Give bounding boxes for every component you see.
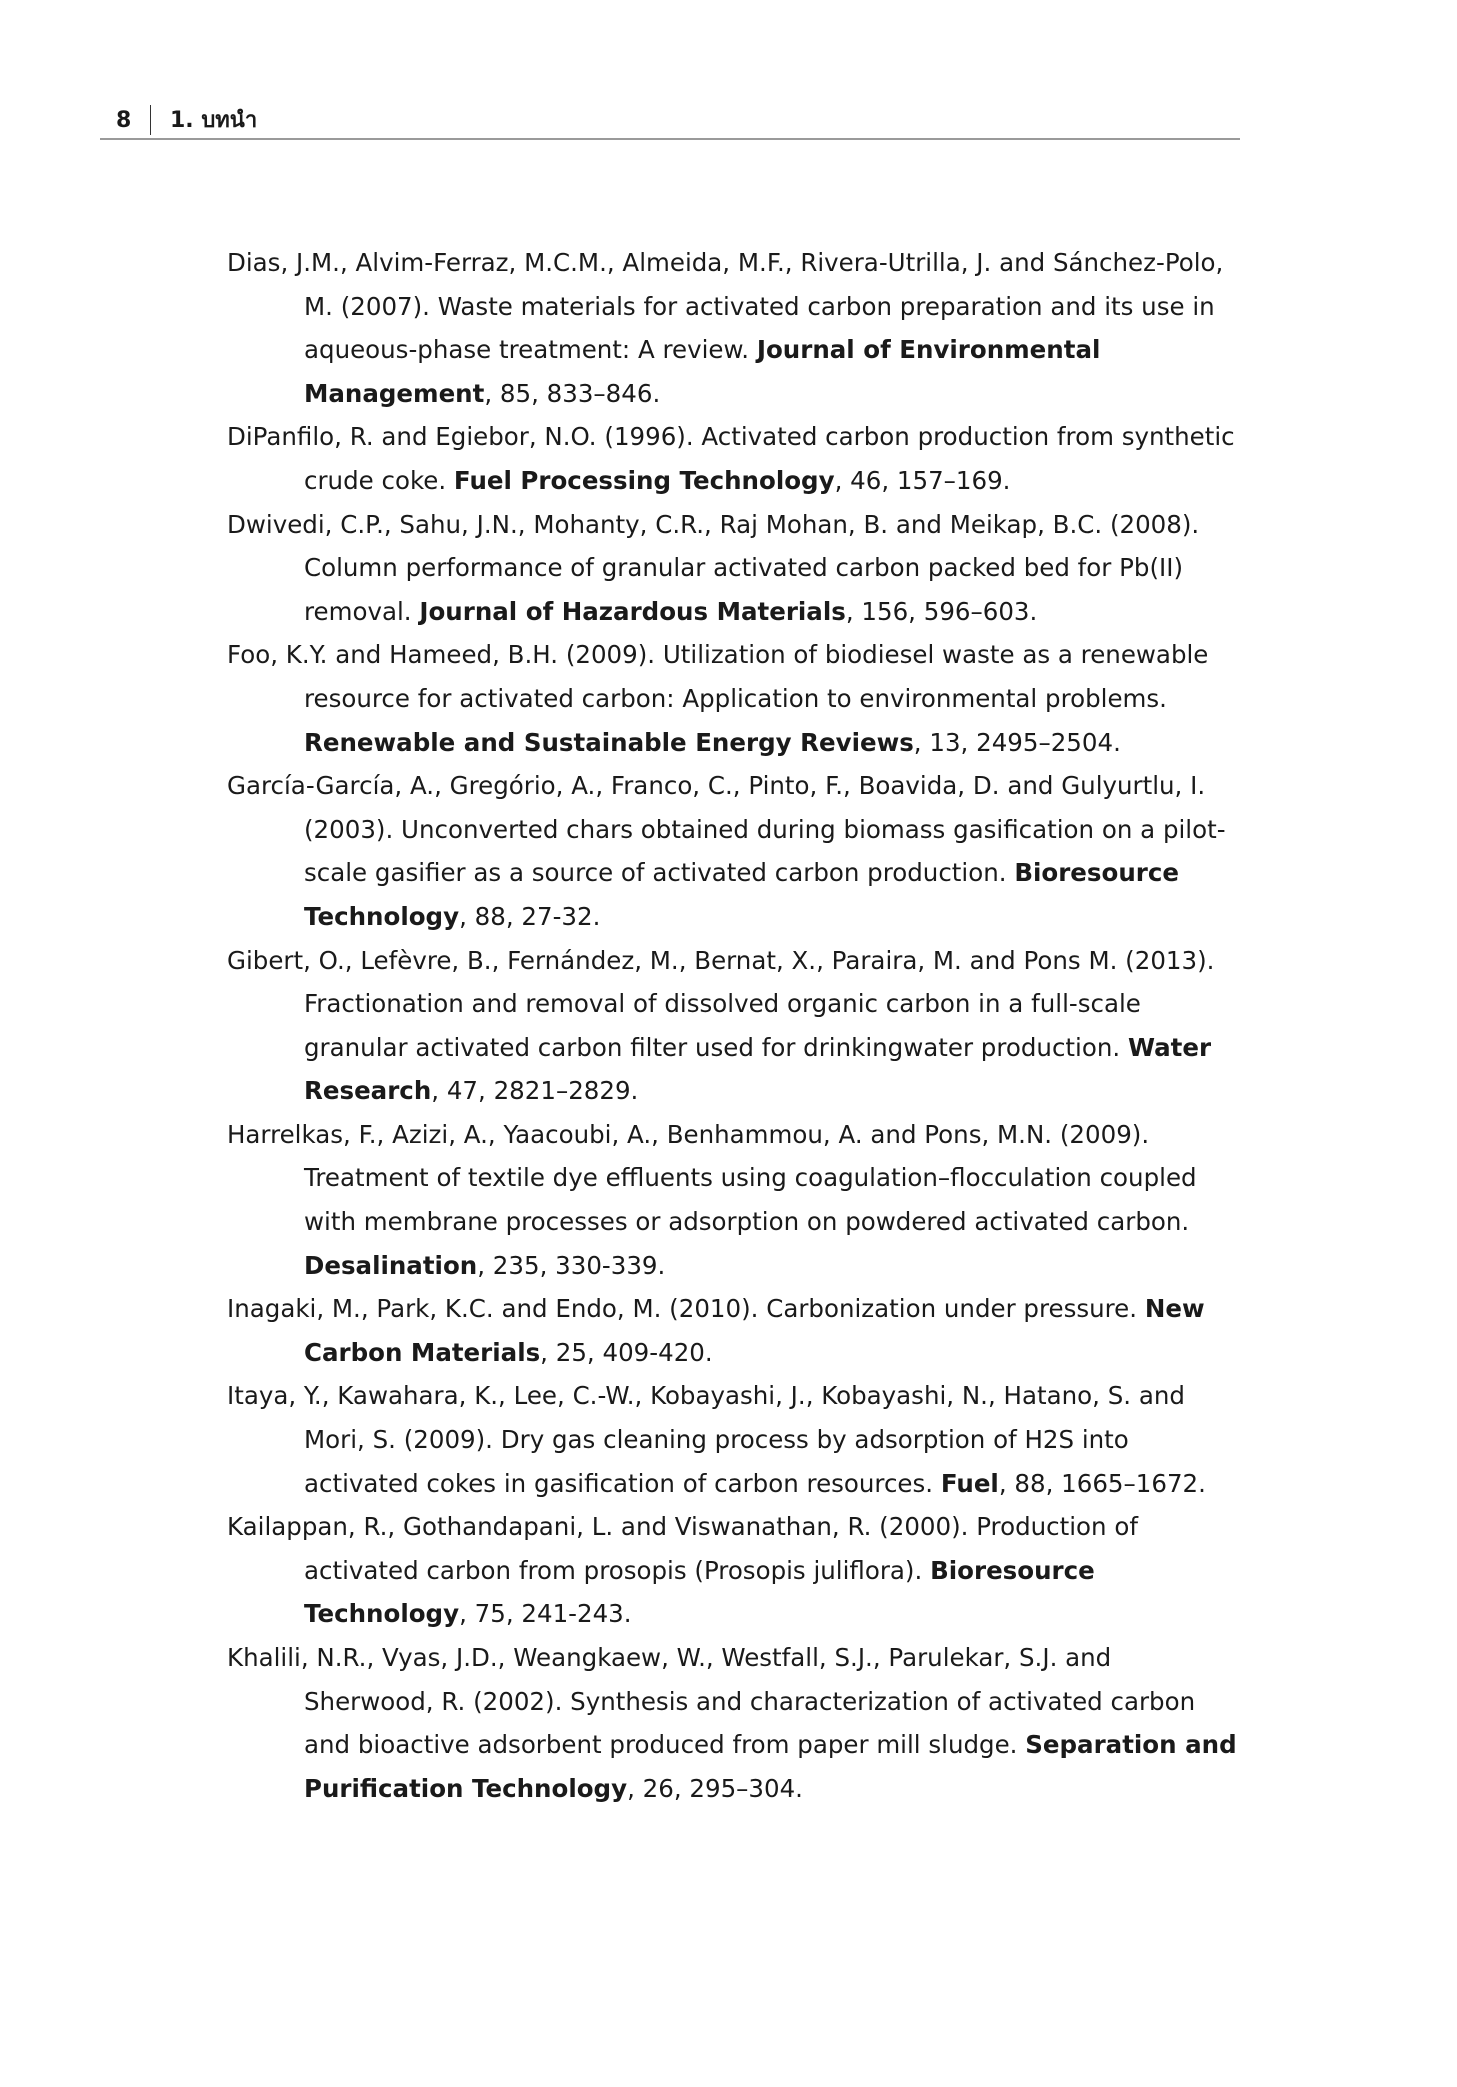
journal-title: Water Research — [304, 1032, 1212, 1106]
reference-citation: , 75, 241-243. — [459, 1599, 632, 1629]
journal-title: Fuel Processing Technology — [453, 465, 835, 495]
reference-text: Khalili, N.R., Vyas, J.D., Weangkaew, W., Westfall, S.J., Parulekar, S.J. and Sherwood, R. (2002). Synthesis and characterization of activated carbon and bioactive adsorbent produced from paper mill sludge. — [227, 1643, 1196, 1760]
chapter-title: 1. บทนำ — [170, 108, 258, 133]
reference-citation: , 46, 157–169. — [834, 465, 1011, 495]
journal-title: Journal of Environmental Management — [304, 335, 1101, 408]
reference-item — [227, 1287, 1247, 1374]
reference-text: Harrelkas, F., Azizi, A., Yaacoubi, A., Benhammou, A. and Pons, M.N. (2009). Treatment of textile dye effluents using coagulation–flocculation coupled with membrane processes or adsorption on powdered activated carbon. — [227, 1119, 1197, 1237]
journal-title: Bioresource Technology — [304, 858, 1179, 931]
reference-item — [227, 415, 1247, 502]
reference-text: Inagaki, M., Park, K.C. and Endo, M. (2010). Carbonization under pressure. — [227, 1294, 1145, 1324]
journal-title: Renewable and Sustainable Energy Reviews — [304, 727, 914, 757]
reference-item — [227, 764, 1247, 938]
header-rule — [100, 138, 1240, 140]
journal-title: Fuel — [940, 1468, 999, 1498]
journal-title: Desalination — [304, 1250, 478, 1280]
reference-item — [227, 241, 1247, 415]
reference-text: DiPanfilo, R. and Egiebor, N.O. (1996). Activated carbon production from synthetic crude coke. — [227, 422, 1235, 495]
reference-citation: , 25, 409-420. — [540, 1337, 713, 1367]
header-separator — [150, 105, 151, 135]
reference-citation: , 88, 1665–1672. — [998, 1468, 1206, 1498]
reference-text: García-García, A., Gregório, A., Franco, C., Pinto, F., Boavida, D. and Gulyurtlu, I. (2003). Unconverted chars obtained during biomass gasification on a pilot-scale gasifier as a source of activated carbon production. — [227, 771, 1226, 888]
reference-item — [227, 1113, 1247, 1287]
reference-list — [227, 241, 1247, 1810]
reference-text: Itaya, Y., Kawahara, K., Lee, C.-W., Kobayashi, J., Kobayashi, N., Hatano, S. and Mori, S. (2009). Dry gas cleaning process by adsorption of H2S into activated cokes in gasification of carbon resources. — [227, 1381, 1185, 1498]
reference-citation: , 47, 2821–2829. — [431, 1076, 639, 1106]
reference-text: Dias, J.M., Alvim-Ferraz, M.C.M., Almeida, M.F., Rivera-Utrilla, J. and Sánchez-Polo, M. (2007). Waste materials for activated carbon preparation and its use in aqueous-phase treatment: A review. — [227, 248, 1224, 365]
reference-item — [227, 1636, 1247, 1810]
reference-item — [227, 503, 1247, 634]
page-number: 8 — [116, 108, 132, 133]
reference-citation: , 85, 833–846. — [484, 378, 661, 408]
reference-text: Foo, K.Y. and Hameed, B.H. (2009). Utilization of biodiesel waste as a renewable resource for activated carbon: Application to environmental problems. — [227, 640, 1209, 713]
reference-citation: , 26, 295–304. — [627, 1773, 803, 1803]
journal-title: Bioresource Technology — [304, 1555, 1095, 1629]
page-header — [100, 101, 1240, 141]
reference-text: Kailappan, R., Gothandapani, L. and Viswanathan, R. (2000). Production of activated carbon from prosopis (Prosopis juliflora). — [227, 1512, 1138, 1585]
journal-title: New Carbon Materials — [304, 1294, 1205, 1367]
reference-citation: , 13, 2495–2504. — [913, 727, 1121, 757]
reference-item — [227, 939, 1247, 1113]
reference-item — [227, 1374, 1247, 1505]
journal-title: Separation and Purification Technology — [304, 1730, 1237, 1803]
reference-citation: , 88, 27-32. — [459, 901, 601, 931]
reference-citation: , 235, 330-339. — [477, 1250, 666, 1280]
journal-title: Journal of Hazardous Materials — [419, 596, 846, 626]
reference-text: Gibert, O., Lefèvre, B., Fernández, M., Bernat, X., Paraira, M. and Pons M. (2013). Fractionation and removal of dissolved organic carbon in a full-scale granular activated carbon filter used for drinkingwater production. — [227, 945, 1215, 1062]
reference-item — [227, 1505, 1247, 1636]
reference-item — [227, 633, 1247, 764]
reference-citation: , 156, 596–603. — [845, 596, 1038, 626]
reference-text: Dwivedi, C.P., Sahu, J.N., Mohanty, C.R., Raj Mohan, B. and Meikap, B.C. (2008). Column performance of granular activated carbon packed bed for Pb(II) removal. — [227, 509, 1200, 626]
